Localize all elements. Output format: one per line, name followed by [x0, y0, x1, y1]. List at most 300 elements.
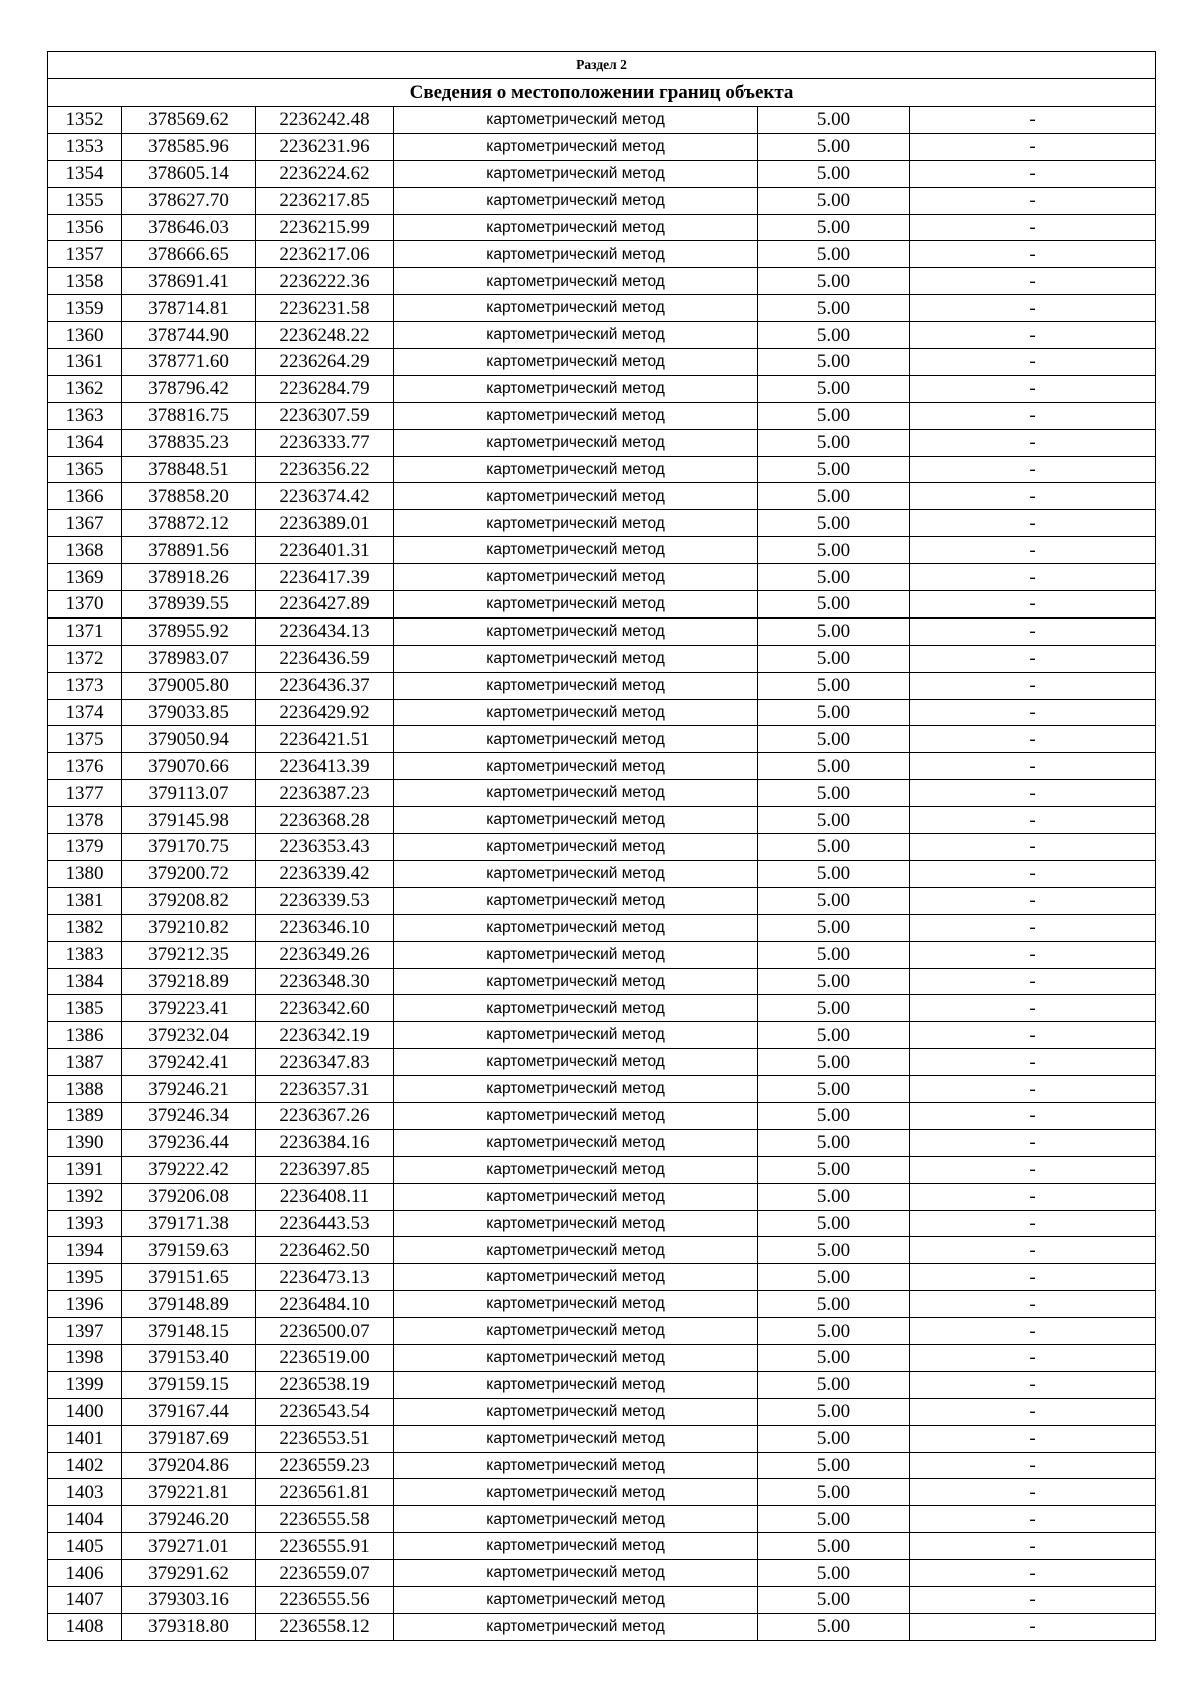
note-cell: - — [910, 1560, 1156, 1587]
method-cell: картометрический метод — [394, 133, 758, 160]
point-number-cell: 1387 — [48, 1049, 122, 1076]
accuracy-cell: 5.00 — [758, 941, 910, 968]
table-row — [48, 860, 1156, 887]
y-coordinate-cell: 2236427.89 — [256, 591, 394, 618]
point-number-cell: 1385 — [48, 995, 122, 1022]
y-coordinate-cell: 2236397.85 — [256, 1156, 394, 1183]
accuracy-cell: 5.00 — [758, 672, 910, 699]
table-heading: Сведения о местоположении границ объекта — [48, 79, 1156, 107]
note-cell: - — [910, 1129, 1156, 1156]
table-row — [48, 241, 1156, 268]
x-coordinate-cell: 379050.94 — [122, 726, 256, 753]
method-cell: картометрический метод — [394, 1371, 758, 1398]
point-number-cell: 1401 — [48, 1425, 122, 1452]
method-cell: картометрический метод — [394, 834, 758, 861]
method-cell: картометрический метод — [394, 1425, 758, 1452]
point-number-cell: 1397 — [48, 1318, 122, 1345]
x-coordinate-cell: 379246.20 — [122, 1506, 256, 1533]
y-coordinate-cell: 2236222.36 — [256, 268, 394, 295]
accuracy-cell: 5.00 — [758, 1076, 910, 1103]
table-row — [48, 160, 1156, 187]
table-row — [48, 1129, 1156, 1156]
table-row — [48, 187, 1156, 214]
table-row — [48, 402, 1156, 429]
note-cell: - — [910, 268, 1156, 295]
note-cell: - — [910, 1183, 1156, 1210]
table-row — [48, 995, 1156, 1022]
table-row — [48, 1210, 1156, 1237]
table-row — [48, 429, 1156, 456]
note-cell: - — [910, 780, 1156, 807]
y-coordinate-cell: 2236436.37 — [256, 672, 394, 699]
method-cell: картометрический метод — [394, 1049, 758, 1076]
table-heading-row — [48, 79, 1156, 107]
accuracy-cell: 5.00 — [758, 914, 910, 941]
accuracy-cell: 5.00 — [758, 295, 910, 322]
point-number-cell: 1408 — [48, 1613, 122, 1640]
accuracy-cell: 5.00 — [758, 375, 910, 402]
point-number-cell: 1396 — [48, 1291, 122, 1318]
table-row — [48, 753, 1156, 780]
y-coordinate-cell: 2236346.10 — [256, 914, 394, 941]
accuracy-cell: 5.00 — [758, 618, 910, 645]
x-coordinate-cell: 379148.89 — [122, 1291, 256, 1318]
method-cell: картометрический метод — [394, 672, 758, 699]
method-cell: картометрический метод — [394, 295, 758, 322]
method-cell: картометрический метод — [394, 618, 758, 645]
table-row — [48, 807, 1156, 834]
accuracy-cell: 5.00 — [758, 1183, 910, 1210]
method-cell: картометрический метод — [394, 429, 758, 456]
method-cell: картометрический метод — [394, 564, 758, 591]
point-number-cell: 1400 — [48, 1398, 122, 1425]
method-cell: картометрический метод — [394, 322, 758, 349]
method-cell: картометрический метод — [394, 1398, 758, 1425]
y-coordinate-cell: 2236217.85 — [256, 187, 394, 214]
accuracy-cell: 5.00 — [758, 1264, 910, 1291]
accuracy-cell: 5.00 — [758, 699, 910, 726]
point-number-cell: 1405 — [48, 1533, 122, 1560]
x-coordinate-cell: 378666.65 — [122, 241, 256, 268]
y-coordinate-cell: 2236353.43 — [256, 834, 394, 861]
y-coordinate-cell: 2236342.60 — [256, 995, 394, 1022]
x-coordinate-cell: 379271.01 — [122, 1533, 256, 1560]
x-coordinate-cell: 379222.42 — [122, 1156, 256, 1183]
note-cell: - — [910, 456, 1156, 483]
note-cell: - — [910, 1291, 1156, 1318]
table-row — [48, 1586, 1156, 1613]
x-coordinate-cell: 379221.81 — [122, 1479, 256, 1506]
accuracy-cell: 5.00 — [758, 1533, 910, 1560]
note-cell: - — [910, 1533, 1156, 1560]
accuracy-cell: 5.00 — [758, 1210, 910, 1237]
method-cell: картометрический метод — [394, 1210, 758, 1237]
accuracy-cell: 5.00 — [758, 1371, 910, 1398]
y-coordinate-cell: 2236401.31 — [256, 537, 394, 564]
x-coordinate-cell: 379210.82 — [122, 914, 256, 941]
table-row — [48, 1291, 1156, 1318]
accuracy-cell: 5.00 — [758, 133, 910, 160]
x-coordinate-cell: 378848.51 — [122, 456, 256, 483]
note-cell: - — [910, 1049, 1156, 1076]
note-cell: - — [910, 349, 1156, 376]
note-cell: - — [910, 699, 1156, 726]
method-cell: картометрический метод — [394, 807, 758, 834]
method-cell: картометрический метод — [394, 160, 758, 187]
section-title-row — [48, 52, 1156, 79]
method-cell: картометрический метод — [394, 1344, 758, 1371]
method-cell: картометрический метод — [394, 1586, 758, 1613]
table-row — [48, 1022, 1156, 1049]
x-coordinate-cell: 379232.04 — [122, 1022, 256, 1049]
point-number-cell: 1390 — [48, 1129, 122, 1156]
y-coordinate-cell: 2236339.53 — [256, 887, 394, 914]
note-cell: - — [910, 645, 1156, 672]
x-coordinate-cell: 379318.80 — [122, 1613, 256, 1640]
point-number-cell: 1393 — [48, 1210, 122, 1237]
y-coordinate-cell: 2236231.96 — [256, 133, 394, 160]
note-cell: - — [910, 914, 1156, 941]
table-row — [48, 1560, 1156, 1587]
y-coordinate-cell: 2236387.23 — [256, 780, 394, 807]
point-number-cell: 1366 — [48, 483, 122, 510]
note-cell: - — [910, 807, 1156, 834]
note-cell: - — [910, 429, 1156, 456]
accuracy-cell: 5.00 — [758, 968, 910, 995]
point-number-cell: 1383 — [48, 941, 122, 968]
x-coordinate-cell: 379187.69 — [122, 1425, 256, 1452]
note-cell: - — [910, 1022, 1156, 1049]
note-cell: - — [910, 968, 1156, 995]
note-cell: - — [910, 995, 1156, 1022]
y-coordinate-cell: 2236347.83 — [256, 1049, 394, 1076]
accuracy-cell: 5.00 — [758, 887, 910, 914]
x-coordinate-cell: 379236.44 — [122, 1129, 256, 1156]
y-coordinate-cell: 2236242.48 — [256, 107, 394, 134]
x-coordinate-cell: 379242.41 — [122, 1049, 256, 1076]
accuracy-cell: 5.00 — [758, 1398, 910, 1425]
table-row — [48, 914, 1156, 941]
accuracy-cell: 5.00 — [758, 1479, 910, 1506]
method-cell: картометрический метод — [394, 860, 758, 887]
x-coordinate-cell: 378585.96 — [122, 133, 256, 160]
y-coordinate-cell: 2236231.58 — [256, 295, 394, 322]
method-cell: картометрический метод — [394, 456, 758, 483]
y-coordinate-cell: 2236368.28 — [256, 807, 394, 834]
method-cell: картометрический метод — [394, 914, 758, 941]
accuracy-cell: 5.00 — [758, 322, 910, 349]
note-cell: - — [910, 1210, 1156, 1237]
table-row — [48, 1344, 1156, 1371]
x-coordinate-cell: 378569.62 — [122, 107, 256, 134]
table-row — [48, 1237, 1156, 1264]
y-coordinate-cell: 2236473.13 — [256, 1264, 394, 1291]
y-coordinate-cell: 2236333.77 — [256, 429, 394, 456]
x-coordinate-cell: 378939.55 — [122, 591, 256, 618]
x-coordinate-cell: 379151.65 — [122, 1264, 256, 1291]
point-number-cell: 1363 — [48, 402, 122, 429]
x-coordinate-cell: 379171.38 — [122, 1210, 256, 1237]
accuracy-cell: 5.00 — [758, 1102, 910, 1129]
accuracy-cell: 5.00 — [758, 834, 910, 861]
x-coordinate-cell: 379246.21 — [122, 1076, 256, 1103]
table-row — [48, 510, 1156, 537]
x-coordinate-cell: 379070.66 — [122, 753, 256, 780]
y-coordinate-cell: 2236349.26 — [256, 941, 394, 968]
table-row — [48, 726, 1156, 753]
accuracy-cell: 5.00 — [758, 187, 910, 214]
note-cell: - — [910, 510, 1156, 537]
table-row — [48, 591, 1156, 618]
note-cell: - — [910, 107, 1156, 134]
note-cell: - — [910, 591, 1156, 618]
point-number-cell: 1381 — [48, 887, 122, 914]
method-cell: картометрический метод — [394, 510, 758, 537]
x-coordinate-cell: 379170.75 — [122, 834, 256, 861]
y-coordinate-cell: 2236553.51 — [256, 1425, 394, 1452]
x-coordinate-cell: 379212.35 — [122, 941, 256, 968]
y-coordinate-cell: 2236389.01 — [256, 510, 394, 537]
method-cell: картометрический метод — [394, 187, 758, 214]
method-cell: картометрический метод — [394, 1102, 758, 1129]
y-coordinate-cell: 2236555.91 — [256, 1533, 394, 1560]
point-number-cell: 1399 — [48, 1371, 122, 1398]
table-row — [48, 780, 1156, 807]
note-cell: - — [910, 753, 1156, 780]
x-coordinate-cell: 379153.40 — [122, 1344, 256, 1371]
y-coordinate-cell: 2236284.79 — [256, 375, 394, 402]
note-cell: - — [910, 1156, 1156, 1183]
y-coordinate-cell: 2236417.39 — [256, 564, 394, 591]
note-cell: - — [910, 1318, 1156, 1345]
y-coordinate-cell: 2236462.50 — [256, 1237, 394, 1264]
table-row — [48, 968, 1156, 995]
method-cell: картометрический метод — [394, 537, 758, 564]
note-cell: - — [910, 618, 1156, 645]
accuracy-cell: 5.00 — [758, 1452, 910, 1479]
accuracy-cell: 5.00 — [758, 107, 910, 134]
y-coordinate-cell: 2236558.12 — [256, 1613, 394, 1640]
method-cell: картометрический метод — [394, 1022, 758, 1049]
accuracy-cell: 5.00 — [758, 1560, 910, 1587]
x-coordinate-cell: 379200.72 — [122, 860, 256, 887]
point-number-cell: 1362 — [48, 375, 122, 402]
point-number-cell: 1404 — [48, 1506, 122, 1533]
note-cell: - — [910, 1237, 1156, 1264]
method-cell: картометрический метод — [394, 591, 758, 618]
point-number-cell: 1370 — [48, 591, 122, 618]
accuracy-cell: 5.00 — [758, 268, 910, 295]
note-cell: - — [910, 941, 1156, 968]
accuracy-cell: 5.00 — [758, 1129, 910, 1156]
table-row — [48, 214, 1156, 241]
point-number-cell: 1407 — [48, 1586, 122, 1613]
x-coordinate-cell: 379145.98 — [122, 807, 256, 834]
x-coordinate-cell: 378646.03 — [122, 214, 256, 241]
y-coordinate-cell: 2236519.00 — [256, 1344, 394, 1371]
y-coordinate-cell: 2236555.58 — [256, 1506, 394, 1533]
point-number-cell: 1402 — [48, 1452, 122, 1479]
accuracy-cell: 5.00 — [758, 214, 910, 241]
accuracy-cell: 5.00 — [758, 537, 910, 564]
point-number-cell: 1356 — [48, 214, 122, 241]
method-cell: картометрический метод — [394, 268, 758, 295]
note-cell: - — [910, 1452, 1156, 1479]
accuracy-cell: 5.00 — [758, 241, 910, 268]
x-coordinate-cell: 379167.44 — [122, 1398, 256, 1425]
y-coordinate-cell: 2236374.42 — [256, 483, 394, 510]
y-coordinate-cell: 2236543.54 — [256, 1398, 394, 1425]
accuracy-cell: 5.00 — [758, 1613, 910, 1640]
method-cell: картометрический метод — [394, 214, 758, 241]
table-row — [48, 537, 1156, 564]
x-coordinate-cell: 379159.63 — [122, 1237, 256, 1264]
accuracy-cell: 5.00 — [758, 807, 910, 834]
y-coordinate-cell: 2236264.29 — [256, 349, 394, 376]
point-number-cell: 1371 — [48, 618, 122, 645]
point-number-cell: 1359 — [48, 295, 122, 322]
point-number-cell: 1361 — [48, 349, 122, 376]
point-number-cell: 1395 — [48, 1264, 122, 1291]
note-cell: - — [910, 834, 1156, 861]
note-cell: - — [910, 160, 1156, 187]
y-coordinate-cell: 2236348.30 — [256, 968, 394, 995]
y-coordinate-cell: 2236559.23 — [256, 1452, 394, 1479]
note-cell: - — [910, 402, 1156, 429]
accuracy-cell: 5.00 — [758, 1318, 910, 1345]
method-cell: картометрический метод — [394, 1291, 758, 1318]
accuracy-cell: 5.00 — [758, 1156, 910, 1183]
point-number-cell: 1394 — [48, 1237, 122, 1264]
note-cell: - — [910, 672, 1156, 699]
note-cell: - — [910, 295, 1156, 322]
point-number-cell: 1352 — [48, 107, 122, 134]
method-cell: картометрический метод — [394, 375, 758, 402]
y-coordinate-cell: 2236561.81 — [256, 1479, 394, 1506]
section-title: Раздел 2 — [48, 52, 1156, 79]
y-coordinate-cell: 2236500.07 — [256, 1318, 394, 1345]
x-coordinate-cell: 378983.07 — [122, 645, 256, 672]
point-number-cell: 1389 — [48, 1102, 122, 1129]
method-cell: картометрический метод — [394, 1129, 758, 1156]
method-cell: картометрический метод — [394, 1318, 758, 1345]
point-number-cell: 1357 — [48, 241, 122, 268]
accuracy-cell: 5.00 — [758, 860, 910, 887]
accuracy-cell: 5.00 — [758, 726, 910, 753]
point-number-cell: 1384 — [48, 968, 122, 995]
method-cell: картометрический метод — [394, 753, 758, 780]
x-coordinate-cell: 379218.89 — [122, 968, 256, 995]
table-row — [48, 1452, 1156, 1479]
method-cell: картометрический метод — [394, 1264, 758, 1291]
method-cell: картометрический метод — [394, 1533, 758, 1560]
point-number-cell: 1364 — [48, 429, 122, 456]
point-number-cell: 1355 — [48, 187, 122, 214]
note-cell: - — [910, 1344, 1156, 1371]
method-cell: картометрический метод — [394, 483, 758, 510]
x-coordinate-cell: 379223.41 — [122, 995, 256, 1022]
note-cell: - — [910, 1479, 1156, 1506]
accuracy-cell: 5.00 — [758, 456, 910, 483]
accuracy-cell: 5.00 — [758, 753, 910, 780]
point-number-cell: 1353 — [48, 133, 122, 160]
point-number-cell: 1398 — [48, 1344, 122, 1371]
x-coordinate-cell: 378714.81 — [122, 295, 256, 322]
x-coordinate-cell: 379208.82 — [122, 887, 256, 914]
accuracy-cell: 5.00 — [758, 1586, 910, 1613]
table-row — [48, 699, 1156, 726]
point-number-cell: 1382 — [48, 914, 122, 941]
accuracy-cell: 5.00 — [758, 402, 910, 429]
table-row — [48, 1479, 1156, 1506]
accuracy-cell: 5.00 — [758, 780, 910, 807]
note-cell: - — [910, 1371, 1156, 1398]
x-coordinate-cell: 379303.16 — [122, 1586, 256, 1613]
table-row — [48, 268, 1156, 295]
method-cell: картометрический метод — [394, 1183, 758, 1210]
x-coordinate-cell: 379148.15 — [122, 1318, 256, 1345]
table-row — [48, 1318, 1156, 1345]
point-number-cell: 1388 — [48, 1076, 122, 1103]
method-cell: картометрический метод — [394, 995, 758, 1022]
method-cell: картометрический метод — [394, 726, 758, 753]
x-coordinate-cell: 378955.92 — [122, 618, 256, 645]
x-coordinate-cell: 378771.60 — [122, 349, 256, 376]
point-number-cell: 1375 — [48, 726, 122, 753]
x-coordinate-cell: 379033.85 — [122, 699, 256, 726]
table-row — [48, 295, 1156, 322]
table-row — [48, 672, 1156, 699]
table-row — [48, 349, 1156, 376]
table-row — [48, 1533, 1156, 1560]
x-coordinate-cell: 378872.12 — [122, 510, 256, 537]
y-coordinate-cell: 2236443.53 — [256, 1210, 394, 1237]
x-coordinate-cell: 379291.62 — [122, 1560, 256, 1587]
method-cell: картометрический метод — [394, 1156, 758, 1183]
x-coordinate-cell: 378891.56 — [122, 537, 256, 564]
accuracy-cell: 5.00 — [758, 564, 910, 591]
point-number-cell: 1378 — [48, 807, 122, 834]
x-coordinate-cell: 379206.08 — [122, 1183, 256, 1210]
x-coordinate-cell: 378816.75 — [122, 402, 256, 429]
table-row — [48, 1049, 1156, 1076]
y-coordinate-cell: 2236413.39 — [256, 753, 394, 780]
note-cell: - — [910, 1586, 1156, 1613]
method-cell: картометрический метод — [394, 349, 758, 376]
table-row — [48, 1613, 1156, 1640]
note-cell: - — [910, 1613, 1156, 1640]
method-cell: картометрический метод — [394, 1237, 758, 1264]
note-cell: - — [910, 564, 1156, 591]
note-cell: - — [910, 1102, 1156, 1129]
accuracy-cell: 5.00 — [758, 483, 910, 510]
y-coordinate-cell: 2236307.59 — [256, 402, 394, 429]
accuracy-cell: 5.00 — [758, 1237, 910, 1264]
table-row — [48, 1425, 1156, 1452]
method-cell: картометрический метод — [394, 1560, 758, 1587]
y-coordinate-cell: 2236248.22 — [256, 322, 394, 349]
table-row — [48, 133, 1156, 160]
x-coordinate-cell: 378796.42 — [122, 375, 256, 402]
accuracy-cell: 5.00 — [758, 1425, 910, 1452]
method-cell: картометрический метод — [394, 1506, 758, 1533]
y-coordinate-cell: 2236436.59 — [256, 645, 394, 672]
y-coordinate-cell: 2236559.07 — [256, 1560, 394, 1587]
point-number-cell: 1368 — [48, 537, 122, 564]
point-number-cell: 1386 — [48, 1022, 122, 1049]
table-row — [48, 1102, 1156, 1129]
point-number-cell: 1392 — [48, 1183, 122, 1210]
